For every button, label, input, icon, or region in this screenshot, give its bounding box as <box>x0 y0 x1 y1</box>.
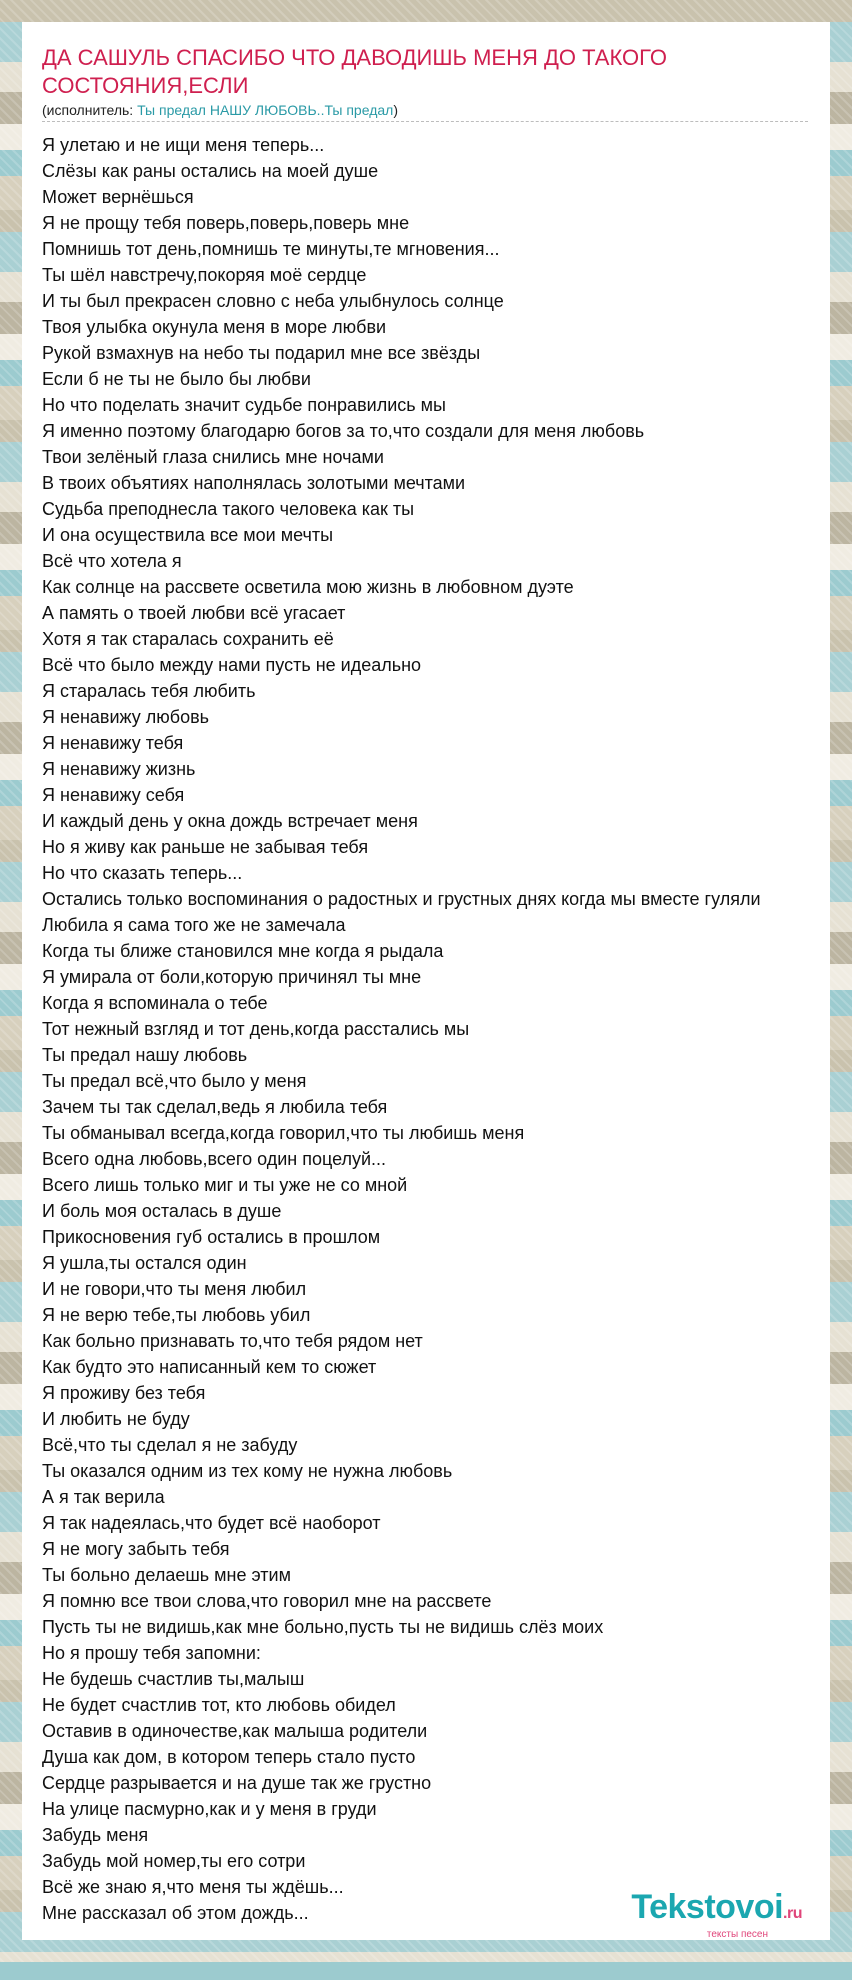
lyric-line: И она осуществила все мои мечты <box>42 525 334 545</box>
logo-name: Tekstovoi <box>631 1888 784 1926</box>
lyric-line: Но я прошу тебя запомни: <box>42 1643 261 1663</box>
lyric-line: Я так надеялась,что будет всё наоборот <box>42 1513 381 1533</box>
content-panel <box>22 22 830 1940</box>
lyric-line: И каждый день у окна дождь встречает меня <box>42 811 418 831</box>
lyric-line: Я улетаю и не ищи меня теперь... <box>42 135 325 155</box>
song-title: ДА САШУЛЬ СПАСИБО ЧТО ДАВОДИШЬ МЕНЯ ДО ТАКОГО СОСТОЯНИЯ,ЕСЛИ <box>42 45 667 98</box>
artist-prefix: (исполнитель: <box>42 102 138 118</box>
lyric-line: Забудь меня <box>42 1825 149 1845</box>
lyric-line: И ты был прекрасен словно с неба улыбнулось солнце <box>42 291 504 311</box>
lyric-line: Мне рассказал об этом дождь... <box>42 1903 309 1923</box>
lyric-line: Но что сказать теперь... <box>42 863 243 883</box>
lyric-line: Я помню все твои слова,что говорил мне на рассвете <box>42 1591 492 1611</box>
lyric-line: А память о твоей любви всё угасает <box>42 603 346 623</box>
lyric-line: Судьба преподнесла такого человека как ты <box>42 499 415 519</box>
lyric-line: Ты шёл навстречу,покоряя моё сердце <box>42 265 367 285</box>
lyric-line: Всего лишь только миг и ты уже не со мной <box>42 1175 408 1195</box>
site-logo[interactable] <box>631 1890 802 1940</box>
artist-suffix: ) <box>393 102 398 118</box>
lyric-line: Я не прощу тебя поверь,поверь,поверь мне <box>42 213 410 233</box>
lyric-line: Рукой взмахнув на небо ты подарил мне все звёзды <box>42 343 481 363</box>
lyric-line: И не говори,что ты меня любил <box>42 1279 307 1299</box>
lyric-line: Душа как дом, в котором теперь стало пусто <box>42 1747 416 1767</box>
lyric-line: На улице пасмурно,как и у меня в груди <box>42 1799 377 1819</box>
logo-tagline: тексты песен <box>706 1929 768 1940</box>
lyric-line: Прикосновения губ остались в прошлом <box>42 1227 381 1247</box>
lyric-line: Я именно поэтому благодарю богов за то,что создали для меня любовь <box>42 421 645 441</box>
lyric-line: Ты предал нашу любовь <box>42 1045 248 1065</box>
lyric-line: А я так верила <box>42 1487 165 1507</box>
lyric-line: Я ненавижу тебя <box>42 733 184 753</box>
lyric-line: Как больно признавать то,что тебя рядом нет <box>42 1331 423 1351</box>
lyric-line: Сердце разрывается и на душе так же грустно <box>42 1773 432 1793</box>
lyric-line: Ты предал всё,что было у меня <box>42 1071 307 1091</box>
lyric-line: Тот нежный взгляд и тот день,когда расстались мы <box>42 1019 470 1039</box>
lyric-line: Остались только воспоминания о радостных и грустных днях когда мы вместе гуляли <box>42 889 761 909</box>
lyric-line: Пусть ты не видишь,как мне больно,пусть ты не видишь слёз моих <box>42 1617 604 1637</box>
bottom-stripe <box>0 1962 852 1980</box>
lyric-line: Я умирала от боли,которую причинял ты мне <box>42 967 422 987</box>
logo-wordmark <box>631 1890 802 1931</box>
lyric-line: Я ненавижу любовь <box>42 707 210 727</box>
lyric-line: Не будешь счастлив ты,малыш <box>42 1669 305 1689</box>
lyric-line: Когда я вспоминала о тебе <box>42 993 268 1013</box>
lyric-line: Я ненавижу жизнь <box>42 759 196 779</box>
lyric-line: Но что поделать значит судьбе понравились мы <box>42 395 446 415</box>
lyric-line: Твои зелёный глаза снились мне ночами <box>42 447 384 467</box>
lyric-line: Я проживу без тебя <box>42 1383 206 1403</box>
artist-line <box>42 102 808 122</box>
lyric-line: Хотя я так старалась сохранить её <box>42 629 334 649</box>
lyric-line: И любить не буду <box>42 1409 190 1429</box>
logo-tld: .ru <box>783 1905 802 1922</box>
lyric-line: Всё,что ты сделал я не забуду <box>42 1435 298 1455</box>
lyric-line: Я ушла,ты остался один <box>42 1253 247 1273</box>
lyric-line: Любила я сама того же не замечала <box>42 915 346 935</box>
lyric-line: Ты обманывал всегда,когда говорил,что ты любишь меня <box>42 1123 525 1143</box>
lyric-line: Всего одна любовь,всего один поцелуй... <box>42 1149 387 1169</box>
lyric-line: Не будет счастлив тот, кто любовь обидел <box>42 1695 396 1715</box>
lyric-line: Когда ты ближе становился мне когда я рыдала <box>42 941 444 961</box>
lyric-line: Помнишь тот день,помнишь те минуты,те мгновения... <box>42 239 500 259</box>
lyric-line: Но я живу как раньше не забывая тебя <box>42 837 369 857</box>
lyric-line: Если б не ты не было бы любви <box>42 369 311 389</box>
lyric-line: Твоя улыбка окунула меня в море любви <box>42 317 387 337</box>
lyrics-text <box>42 132 810 1926</box>
lyric-line: Может вернёшься <box>42 187 194 207</box>
lyric-line: Оставив в одиночестве,как малыша родители <box>42 1721 428 1741</box>
lyric-line: И боль моя осталась в душе <box>42 1201 282 1221</box>
lyric-line: Ты оказался одним из тех кому не нужна любовь <box>42 1461 453 1481</box>
lyric-line: Я ненавижу себя <box>42 785 185 805</box>
lyric-line: Как будто это написанный кем то сюжет <box>42 1357 377 1377</box>
lyric-line: Ты больно делаешь мне этим <box>42 1565 291 1585</box>
lyric-line: В твоих объятиях наполнялась золотыми мечтами <box>42 473 466 493</box>
lyric-line: Слёзы как раны остались на моей душе <box>42 161 379 181</box>
lyric-line: Всё что хотела я <box>42 551 182 571</box>
lyric-line: Я не верю тебе,ты любовь убил <box>42 1305 311 1325</box>
lyric-line: Как солнце на рассвете осветила мою жизнь в любовном дуэте <box>42 577 574 597</box>
lyric-line: Я не могу забыть тебя <box>42 1539 230 1559</box>
lyric-line: Забудь мой номер,ты его сотри <box>42 1851 306 1871</box>
lyric-line: Зачем ты так сделал,ведь я любила тебя <box>42 1097 388 1117</box>
artist-link[interactable]: Ты предал НАШУ ЛЮБОВЬ..Ты предал <box>137 102 394 118</box>
lyric-line: Я старалась тебя любить <box>42 681 256 701</box>
lyric-line: Всё что было между нами пусть не идеально <box>42 655 422 675</box>
lyric-line: Всё же знаю я,что меня ты ждёшь... <box>42 1877 344 1897</box>
